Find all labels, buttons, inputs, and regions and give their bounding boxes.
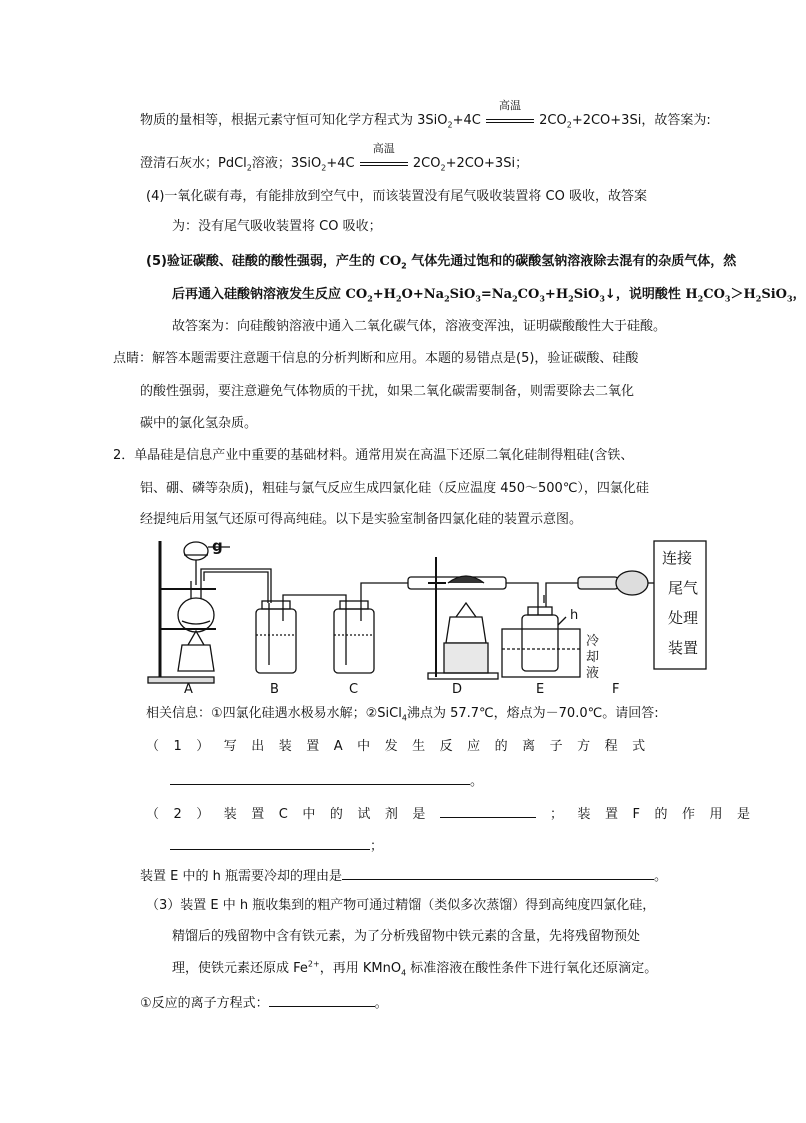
- label-C: C: [349, 682, 359, 697]
- box-label-3: 处理: [668, 609, 699, 627]
- question-2-line-3: 经提纯后用氢气还原可得高纯硅。以下是实验室制备四氯化硅的装置示意图。: [140, 512, 583, 527]
- answer-5-line-3: 故答案为：向硅酸钠溶液中通入二氧化碳气体，溶液变浑浊，证明碳酸酸性大于硅酸。: [172, 319, 667, 334]
- reaction-condition: 高温: [486, 112, 534, 130]
- comment-line-2: 的酸性强弱，要注意避免气体物质的干扰，如果二氧化碳需要制备，则需要除去二氧化: [140, 384, 635, 399]
- label-h: h: [570, 608, 579, 623]
- q1-answer-line: 。: [170, 770, 483, 791]
- coolant-label-3: 液: [586, 666, 600, 681]
- label-E: E: [536, 682, 545, 697]
- question-2-line-2: 铝、硼、磷等杂质)，粗硅与氯气反应生成四氯化硅（反应温度 450～500℃），四氯化硅: [140, 481, 649, 496]
- q3-1-line: ①反应的离子方程式： 。: [140, 992, 388, 1013]
- answer-4-line-1: (4)一氧化碳有毒，有能排放到空气中，而该装置没有尾气吸收装置将 CO 吸收，故答案: [146, 189, 647, 204]
- answer-5-line-2: 后再通入硅酸钠溶液发生反应 $CO_2+H_2O+Na_2SiO_3=Na_2CO_3+H_2SiO_3↓$，说明酸性 $H_2CO_3>H_2SiO_3$，: [172, 287, 806, 304]
- apparatus-diagram: [146, 537, 706, 695]
- q2b-line: 装置 E 中的 h 瓶需要冷却的理由是 。: [140, 865, 667, 886]
- q1-blank[interactable]: [170, 770, 470, 785]
- label-A: A: [184, 682, 193, 697]
- reaction-condition: 高温: [360, 155, 408, 173]
- q2b-blank[interactable]: [342, 865, 654, 880]
- q1-prompt: （1）写出装置A中发生反应的离子方程式: [146, 739, 660, 754]
- q2-line: （2）装置C中的试剂是 ；装置F的作用是: [146, 803, 764, 824]
- coolant-label-2: 却: [586, 650, 600, 665]
- q2-f-blank[interactable]: [170, 835, 370, 850]
- label-g: g: [212, 537, 223, 555]
- q3-line-1: （3）装置 E 中 h 瓶收集到的粗产物可通过精馏（类似多次蒸馏）得到高纯度四氯化硅，: [146, 898, 656, 913]
- box-label-4: 装置: [668, 639, 699, 657]
- answer-4-line-2: 为：没有尾气吸收装置将 CO 吸收；: [172, 219, 382, 234]
- q2-f-answer-line: ；: [170, 835, 383, 856]
- label-F: F: [612, 682, 620, 697]
- label-B: B: [270, 682, 279, 697]
- comment-line-3: 碳中的氯化氢杂质。: [140, 416, 258, 431]
- box-label-1: 连接: [662, 549, 693, 567]
- answer-5-line-1: (5)验证碳酸、硅酸的酸性强弱，产生的 $CO_2$ 气体先通过饱和的碳酸氢钠溶液除去混有的杂质气体，然: [146, 254, 737, 271]
- q3-line-3: 理，使铁元素还原成 $Fe^{2+}$，再用 KMnO$_4$ 标准溶液在酸性条件下进行氧化还原滴定。: [172, 959, 658, 978]
- box-label-2: 尾气: [668, 579, 699, 597]
- question-2-line-1: 2．单晶硅是信息产业中重要的基础材料。通常用炭在高温下还原二氧化硅制得粗硅(含铁、: [113, 448, 634, 463]
- q2-reagent-blank[interactable]: [440, 803, 536, 818]
- solution-line-1: 物质的量相等，根据元素守恒可知化学方程式为 3SiO$_2$+4C 高温 $2CO_2+2CO+3Si$，故答案为:: [140, 99, 711, 130]
- solution-line-2: 澄清石灰水；PdCl$_2$溶液；3SiO$_2$+4C 高温 $2CO_2+2CO+3Si$；: [140, 142, 529, 173]
- q3-1-blank[interactable]: [269, 992, 375, 1007]
- label-D: D: [452, 682, 463, 697]
- q3-line-2: 精馏后的残留物中含有铁元素，为了分析残留物中铁元素的含量，先将残留物预处: [172, 929, 641, 944]
- related-info: 相关信息：①四氯化硅遇水极易水解；②SiCl$_4$沸点为 57.7℃，熔点为－70.0℃。请回答:: [146, 706, 659, 723]
- comment-line-1: 点睛：解答本题需要注意题干信息的分析判断和应用。本题的易错点是(5)，验证碳酸、硅酸: [113, 351, 639, 366]
- coolant-label-1: 冷: [586, 634, 600, 649]
